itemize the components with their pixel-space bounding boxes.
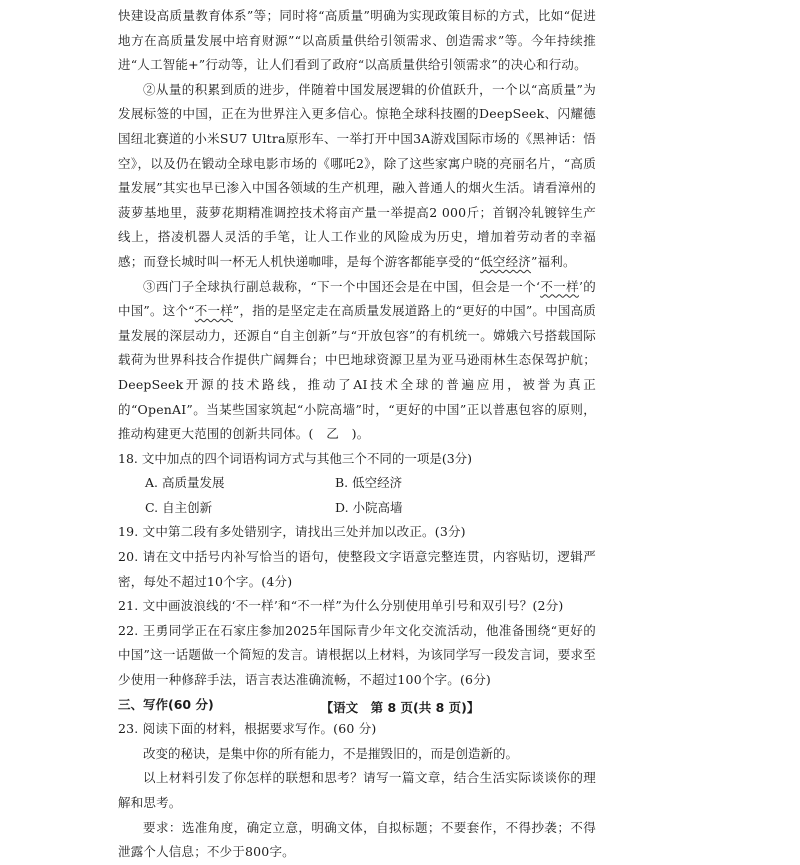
passage-paragraph-2 bbox=[118, 78, 596, 275]
question-21: 21. 文中画波浪线的‘不一样’和“不一样”为什么分别使用单引号和双引号？(2分) bbox=[118, 598, 564, 614]
passage-paragraph-3 bbox=[118, 275, 596, 447]
page-footer: 【语文 第 8 页(共 8 页)】 bbox=[320, 700, 480, 715]
p3-part-b: ’的中国”。这个“ bbox=[118, 278, 597, 319]
writing-material: 改变的秘诀，是集中你的所有能力，不是摧毁旧的，而是创造新的。 bbox=[143, 745, 519, 761]
question-23: 23. 阅读下面的材料，根据要求写作。(60 分) bbox=[118, 721, 377, 737]
p2-text: ②从量的积累到质的进步，伴随着中国发展逻辑的价值跃升，一个以“高质量”为发展标签的中国，正在为世界注入更多信心。惊艳全球科技圈的DeepSeek、闪耀德国纽北赛道的小米SU7 Ultra原形车、一举打开中国3A游戏国际市场的《黑神话：悟空》，以及仍在锻动全球电影市场的《哪吒2》，除了这些家寓户晓的亮丽名片，“高质量发展”其实也早已渗入中国各领域的生产机理，融入普通人的烟火生活。请看漳州的菠萝基地里，菠萝花期精准调控技术将亩产量一举提高2 000斤；首钢冷轧镀锌生产线上，搭凌机器人灵活的手笔，让人工作业的风险成为历史，增加着劳动者的幸福感；而登长城时叫一杯无人机快递咖啡，是每个游客都能享受的“ bbox=[118, 81, 596, 269]
p3-part-c: ”，指的是坚定走在高质量发展道路上的“更好的中国”。中国高质量发展的深层动力，还源自“自主创新”与“开放包容”的有机统一。嫦娥六号搭载国际载荷为世界科技合作提供广阔舞台；中巴地球资源卫星为亚马逊雨林生态保驾护航；DeepSeek开源的技术路线，推动了AI技术全球的普遍应用，被誉为真正的“OpenAI”。当某些国家筑起“小院高墙”时，“更好的中国”正以普惠包容的原则，推动构建更大范围的创新共同体。( 乙 )。 bbox=[118, 303, 596, 442]
writing-requirements: 要求：选准角度，确定立意，明确文体，自拟标题；不要套作，不得抄袭；不得泄露个人信息；不少于800字。 bbox=[118, 819, 596, 860]
question-18: 18. 文中加点的四个词语构词方式与其他三个不同的一项是(3分) bbox=[118, 450, 473, 466]
wavy-different-double: 不一样 bbox=[194, 303, 233, 319]
writing-prompt: 以上材料引发了你怎样的联想和思考？请写一篇文章，结合生活实际谈谈你的理解和思考。 bbox=[118, 770, 596, 810]
option-d: D. 小院高墙 bbox=[335, 499, 403, 515]
question-19: 19. 文中第二段有多处错别字，请找出三处并加以改正。(3分) bbox=[118, 524, 466, 540]
question-20: 20. 请在文中括号内补写恰当的语句，使整段文字语意完整连贯，内容贴切，逻辑严密，每处不超过10个字。(4分) bbox=[118, 549, 596, 589]
writing-section-title: 三、写作(60 分) bbox=[118, 696, 214, 712]
page-content bbox=[118, 4, 596, 865]
passage-paragraph-1-tail: 快建设高质量教育体系”等；同时将“高质量”明确为实现政策目标的方式，比如“促进地方在高质量发展中培育财源”“以高质量供给引领需求、创造需求”等。今年持续推进“人工智能+”行动等，让人们看到了政府“以高质量供给引领需求”的决心和行动。 bbox=[118, 8, 596, 73]
p3-part-a: ③西门子全球执行副总裁称，“下一个中国还会是在中国，但会是一个‘ bbox=[143, 278, 541, 294]
p2-end: ”福利。 bbox=[531, 253, 576, 269]
option-c: C. 自主创新 bbox=[145, 499, 213, 515]
wavy-low-altitude-economy: 低空经济 bbox=[480, 253, 532, 269]
question-22: 22. 王勇同学正在石家庄参加2025年国际青少年文化交流活动，他准备围绕“更好的中国”这一话题做一个简短的发言。请根据以上材料，为该同学写一段发言词，要求至少使用一种修辞手法，语言表达准确流畅，不超过100个字。(6分) bbox=[118, 622, 596, 688]
wavy-different-single: 不一样 bbox=[540, 278, 579, 294]
option-b: B. 低空经济 bbox=[335, 475, 403, 491]
option-a: A. 高质量发展 bbox=[145, 475, 225, 491]
question-18-options bbox=[118, 471, 596, 520]
